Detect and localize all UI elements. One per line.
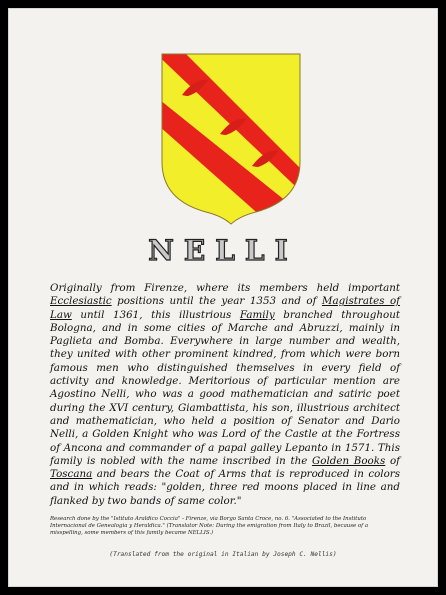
text-segment: and bears the Coat of Arms that is reproduced in colors and in which reads: "golden, three red moons placed in line and flanked by two bands of same color." xyxy=(50,468,400,507)
family-name-title: NELLI xyxy=(148,234,298,267)
coat-of-arms xyxy=(160,52,302,227)
document-page xyxy=(8,8,438,587)
underlined-term: Family xyxy=(239,308,275,321)
research-citation: Research done by the "Istituto Araldico Coccia" - Firenze, via Borgo Santa Croce, no. 6. "Associated to the Instituto Internacional de Genealogia y Heraldica." (Translator Note: During the emigration from Italy to Brazil, because of a misspelling, some members of this family became NELLIS.) xyxy=(50,516,369,536)
text-segment: branched throughout Bologna, and in some cities of Marche and Abruzzi, mainly in Paglieta and Bomba. Everywhere in large number and wealth, they united with other prominent kindred, from which were born famous men who distinguished themselves in every field of activity and knowledge. Meritorious of particular mention are Agostino Nelli, who was a good mathematician and satiric poet during the XVI century, Giambattista, his son, illustrious architect and mathematician, who held a position of Senator and Dario Nelli, a Golden Knight who was Lord of the Castle at the Fortress of Ancona and commander of a papal galley Lepanto in 1571. This family is nobled with the name inscribed in the xyxy=(50,308,400,467)
underlined-term: Toscana xyxy=(50,468,93,481)
family-history-text xyxy=(50,282,400,508)
translation-note: (Translated from the original in Italian by Joseph C. Nellis) xyxy=(109,551,337,558)
text-segment: Originally from Firenze, where its members held important xyxy=(50,282,400,294)
coat-of-arms-image xyxy=(160,52,302,227)
underlined-term: Magistrates of Law xyxy=(50,295,400,321)
underlined-term: Golden Books xyxy=(312,454,386,467)
text-segment: positions until the year 1353 and of xyxy=(111,295,322,308)
underlined-term: Ecclesiastic xyxy=(50,295,112,308)
text-segment: until 1361, this illustrious xyxy=(71,308,240,321)
text-segment: of xyxy=(385,454,400,467)
